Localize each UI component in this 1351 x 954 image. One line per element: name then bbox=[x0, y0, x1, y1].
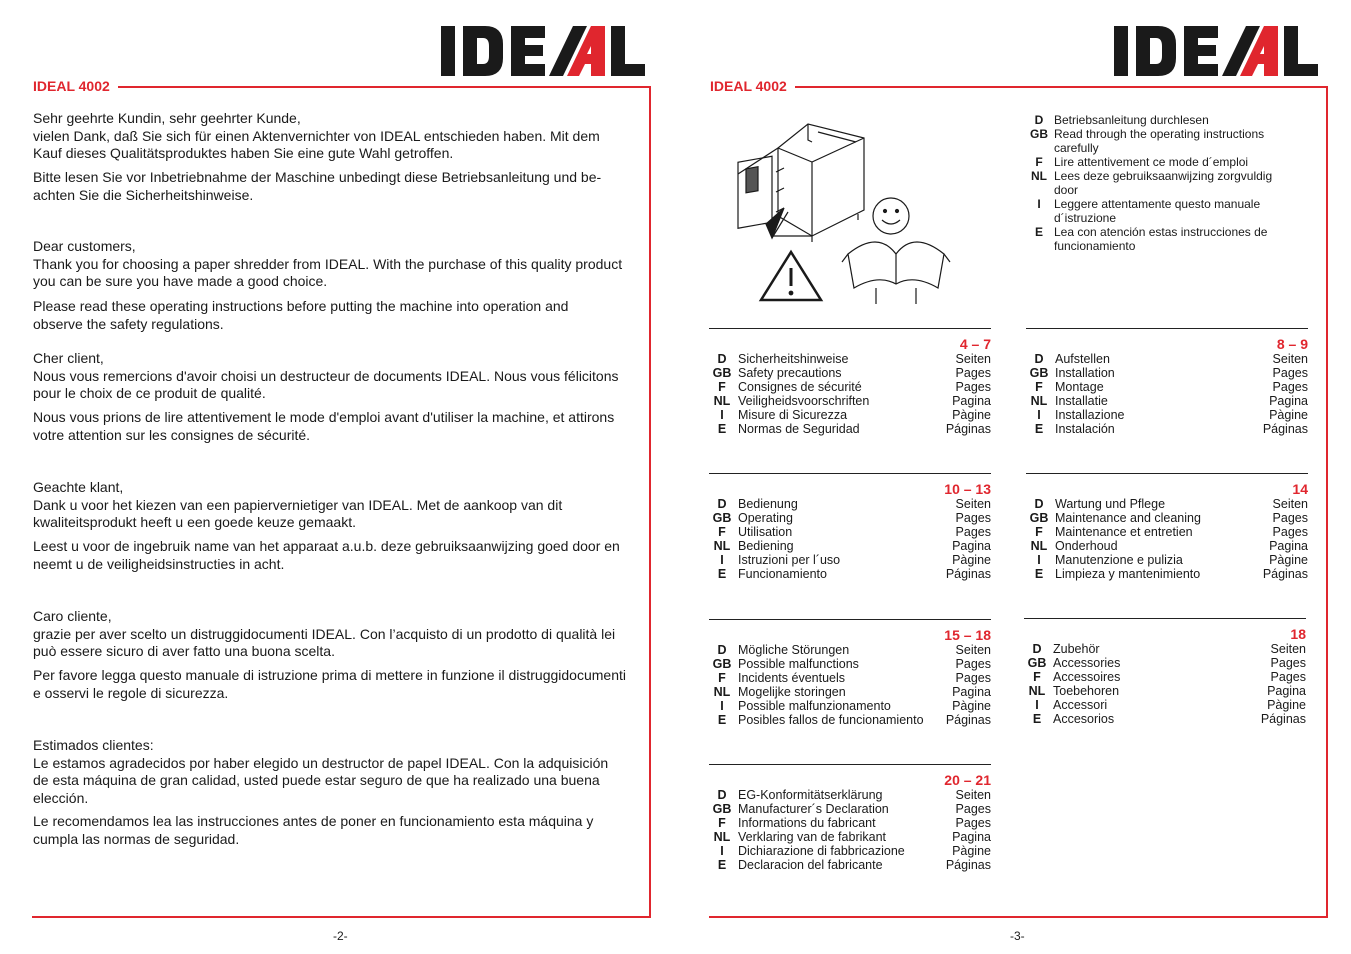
intro-paragraph bbox=[33, 350, 619, 403]
language-code: D bbox=[1032, 642, 1042, 656]
section-title: Accessories bbox=[1053, 656, 1121, 670]
read-instructions-line: carefully bbox=[1054, 141, 1099, 155]
pages-word: Pàgine bbox=[1269, 408, 1308, 422]
language-code: E bbox=[1034, 225, 1043, 239]
language-code: E bbox=[717, 567, 727, 581]
read-instructions-list bbox=[1024, 113, 1294, 253]
section-title: Montage bbox=[1055, 380, 1104, 394]
intro-line: Bitte lesen Sie vor Inbetriebnahme der Maschine unbedingt diese Betriebsanleitung und be- bbox=[33, 169, 602, 185]
section-title: Maintenance and cleaning bbox=[1055, 511, 1201, 525]
language-code: GB bbox=[712, 657, 732, 671]
pages-word: Pages bbox=[1272, 525, 1308, 539]
section-divider bbox=[1024, 618, 1306, 619]
section-row bbox=[709, 816, 991, 830]
section-row bbox=[1026, 567, 1308, 581]
section-row bbox=[1024, 712, 1306, 726]
section-title: Manufacturer´s Declaration bbox=[738, 802, 889, 816]
section-page-range: 20 – 21 bbox=[944, 772, 991, 788]
pages-word: Seiten bbox=[1272, 497, 1308, 511]
read-instructions-text bbox=[1054, 225, 1294, 253]
section-row bbox=[709, 671, 991, 685]
section-title: Funcionamiento bbox=[738, 567, 827, 581]
section-row bbox=[709, 699, 991, 713]
language-code: NL bbox=[713, 685, 731, 699]
intro-line: Cher client, bbox=[33, 350, 104, 366]
intro-paragraph bbox=[33, 608, 615, 661]
intro-line: elección. bbox=[33, 789, 89, 806]
intro-line: e osservi le regole di sicurezza. bbox=[33, 684, 229, 701]
section-row bbox=[1026, 511, 1308, 525]
pages-word: Pages bbox=[1270, 656, 1306, 670]
section-row bbox=[1024, 684, 1306, 698]
section-row bbox=[1024, 642, 1306, 656]
section-divider bbox=[1026, 473, 1308, 474]
intro-line: Sehr geehrte Kundin, sehr geehrter Kunde, bbox=[33, 110, 301, 126]
section-title: Onderhoud bbox=[1055, 539, 1118, 553]
section-row bbox=[709, 394, 991, 408]
pages-word: Pàgine bbox=[952, 844, 991, 858]
section-title: Mogelijke storingen bbox=[738, 685, 846, 699]
read-instructions-text bbox=[1054, 169, 1294, 197]
section-row bbox=[709, 657, 991, 671]
pages-word: Pàgine bbox=[1267, 698, 1306, 712]
read-manual-illustration bbox=[728, 112, 958, 313]
intro-line: cumpla las normas de seguridad. bbox=[33, 830, 240, 847]
pages-word: Seiten bbox=[955, 352, 991, 366]
read-instructions-item bbox=[1024, 225, 1294, 253]
intro-line: votre attention sur les consignes de sécurité. bbox=[33, 426, 311, 443]
section-row bbox=[1026, 497, 1308, 511]
section-title: Incidents éventuels bbox=[738, 671, 846, 685]
section-row bbox=[709, 408, 991, 422]
read-instructions-item bbox=[1024, 113, 1294, 127]
pages-word: Pages bbox=[1270, 670, 1306, 684]
section-title: Veiligheidsvoorschriften bbox=[738, 394, 870, 408]
pages-word: Pagina bbox=[952, 830, 991, 844]
contents-section bbox=[1026, 328, 1308, 436]
language-code: NL bbox=[1030, 539, 1048, 553]
language-code: E bbox=[717, 858, 727, 872]
section-row bbox=[1026, 366, 1308, 380]
language-code: I bbox=[1037, 408, 1041, 422]
section-row bbox=[709, 380, 991, 394]
section-title: Operating bbox=[738, 511, 793, 525]
read-instructions-line: Betriebsanleitung durchlesen bbox=[1054, 113, 1209, 127]
language-code: D bbox=[1034, 497, 1044, 511]
read-instructions-line: Lire attentivement ce mode d´emploi bbox=[1054, 155, 1249, 169]
read-instructions-line: Leggere attentamente questo manuale bbox=[1054, 197, 1261, 211]
intro-line: Estimados clientes: bbox=[33, 737, 154, 753]
intro-line: Le recomendamos lea las instrucciones antes de poner en funcionamiento esta máquina y bbox=[33, 813, 594, 829]
section-divider bbox=[709, 619, 991, 620]
read-instructions-line: door bbox=[1054, 183, 1079, 197]
section-row bbox=[709, 802, 991, 816]
language-code: I bbox=[1035, 698, 1039, 712]
intro-line: de esta máquina de gran calidad, usted puede estar seguro de que ha realizado una buena bbox=[33, 772, 600, 788]
section-divider bbox=[1026, 328, 1308, 329]
section-row bbox=[709, 844, 991, 858]
read-instructions-text bbox=[1054, 127, 1294, 155]
intro-line: Please read these operating instructions before putting the machine into operation and bbox=[33, 298, 569, 314]
section-title: Normas de Seguridad bbox=[738, 422, 860, 436]
section-page-range: 15 – 18 bbox=[944, 627, 991, 643]
intro-line: grazie per aver scelto un distruggidocumenti IDEAL. Con l’acquisto di un prodotto di qualità lei bbox=[33, 625, 616, 642]
intro-line: Nous vous remercions d'avoir choisi un destructeur de documents IDEAL. Nous vous félicitons bbox=[33, 367, 619, 384]
language-code: F bbox=[1035, 525, 1043, 539]
intro-line: può essere sicuro di aver fatto una buona scelta. bbox=[33, 643, 335, 659]
read-instructions-line: Lees deze gebruiksaanwijzing zorgvuldig bbox=[1054, 169, 1273, 183]
section-title: Zubehör bbox=[1053, 642, 1100, 656]
intro-paragraph bbox=[33, 409, 614, 444]
intro-line: you can be sure you have made a good choice. bbox=[33, 273, 328, 289]
header-rule-right bbox=[795, 86, 1328, 88]
read-instructions-item bbox=[1024, 169, 1294, 197]
language-code: F bbox=[718, 671, 726, 685]
intro-line: pour le choix de ce produit de qualité. bbox=[33, 385, 266, 401]
pages-word: Pages bbox=[955, 525, 991, 539]
section-title: Bedienung bbox=[738, 497, 798, 511]
section-title: Accesorios bbox=[1053, 712, 1115, 726]
section-divider bbox=[709, 764, 991, 765]
section-row bbox=[1026, 394, 1308, 408]
intro-paragraph bbox=[33, 737, 608, 807]
intro-line: Dank u voor het kiezen van een papiervernietiger van IDEAL. Met de aankoop van dit bbox=[33, 496, 563, 513]
pages-word: Pages bbox=[955, 816, 991, 830]
section-row bbox=[709, 366, 991, 380]
section-row bbox=[709, 539, 991, 553]
intro-line: Geachte klant, bbox=[33, 479, 124, 495]
pages-word: Pagina bbox=[952, 394, 991, 408]
section-row bbox=[1024, 670, 1306, 684]
pages-word: Pages bbox=[1272, 511, 1308, 525]
contents-section bbox=[1026, 473, 1308, 581]
section-row bbox=[709, 553, 991, 567]
side-rule-right bbox=[1326, 86, 1328, 918]
language-code: GB bbox=[712, 366, 732, 380]
pages-word: Pagina bbox=[1267, 684, 1306, 698]
language-code: F bbox=[1033, 670, 1041, 684]
language-code: E bbox=[717, 422, 727, 436]
read-instructions-item bbox=[1024, 197, 1294, 225]
language-code: F bbox=[1035, 380, 1043, 394]
section-row bbox=[709, 788, 991, 802]
side-rule-left bbox=[649, 86, 651, 918]
language-code: I bbox=[720, 844, 724, 858]
language-code: D bbox=[717, 352, 727, 366]
section-row bbox=[1024, 656, 1306, 670]
model-title-left: IDEAL 4002 bbox=[33, 78, 110, 94]
language-code: I bbox=[720, 553, 724, 567]
section-title: EG-Konformitätserklärung bbox=[738, 788, 883, 802]
pages-word: Páginas bbox=[1260, 712, 1306, 726]
intro-line: Dear customers, bbox=[33, 238, 136, 254]
section-row bbox=[709, 567, 991, 581]
read-instructions-item bbox=[1024, 127, 1294, 155]
section-row bbox=[1026, 352, 1308, 366]
language-code: I bbox=[720, 408, 724, 422]
intro-line: Le estamos agradecidos por haber elegido un destructor de papel IDEAL. Con la adquisición bbox=[33, 754, 609, 771]
section-title: Toebehoren bbox=[1053, 684, 1120, 698]
section-row bbox=[709, 830, 991, 844]
contents-section bbox=[709, 328, 991, 436]
pages-word: Páginas bbox=[1262, 422, 1308, 436]
section-title: Limpieza y mantenimiento bbox=[1055, 567, 1201, 581]
pages-word: Seiten bbox=[955, 643, 991, 657]
section-page-range: 8 – 9 bbox=[1276, 336, 1308, 352]
pages-word: Pàgine bbox=[1269, 553, 1308, 567]
section-row bbox=[1026, 408, 1308, 422]
pages-word: Páginas bbox=[945, 422, 991, 436]
section-title: Misure di Sicurezza bbox=[738, 408, 848, 422]
language-code: E bbox=[717, 713, 727, 727]
intro-paragraph bbox=[33, 667, 626, 702]
intro-line: Leest u voor de ingebruik name van het apparaat a.u.b. deze gebruiksaanwijzing goed door en bbox=[33, 538, 620, 554]
section-title: Accessori bbox=[1053, 698, 1108, 712]
bottom-rule-right bbox=[709, 916, 1328, 918]
header-rule-left bbox=[118, 86, 651, 88]
language-code: E bbox=[1034, 422, 1044, 436]
intro-paragraph bbox=[33, 298, 568, 333]
pages-word: Seiten bbox=[1270, 642, 1306, 656]
pages-word: Pages bbox=[955, 511, 991, 525]
intro-line: vielen Dank, daß Sie sich für einen Aktenvernichter von IDEAL entschieden haben. Mit dem bbox=[33, 127, 600, 144]
contents-section bbox=[709, 619, 991, 727]
intro-line: achten Sie die Sicherheitshinweise. bbox=[33, 186, 254, 203]
pages-word: Pàgine bbox=[952, 408, 991, 422]
read-instructions-text bbox=[1054, 197, 1294, 225]
language-code: D bbox=[1034, 113, 1044, 127]
language-code: NL bbox=[713, 830, 731, 844]
pages-word: Páginas bbox=[945, 567, 991, 581]
language-code: E bbox=[1032, 712, 1042, 726]
section-title: Manutenzione e pulizia bbox=[1055, 553, 1183, 567]
pages-word: Pàgine bbox=[952, 553, 991, 567]
language-code: GB bbox=[1029, 511, 1049, 525]
section-title: Bediening bbox=[738, 539, 794, 553]
section-page-range: 4 – 7 bbox=[959, 336, 991, 352]
language-code: NL bbox=[713, 539, 731, 553]
section-row bbox=[1026, 380, 1308, 394]
intro-paragraph bbox=[33, 538, 620, 573]
section-title: Maintenance et entretien bbox=[1055, 525, 1193, 539]
pages-word: Pagina bbox=[952, 539, 991, 553]
intro-line: Nous vous prions de lire attentivement le mode d'emploi avant d'utiliser la machine, et attirons bbox=[33, 409, 615, 425]
section-title: Aufstellen bbox=[1055, 352, 1110, 366]
section-title: Safety precautions bbox=[738, 366, 842, 380]
language-code: GB bbox=[712, 802, 732, 816]
language-code: I bbox=[1037, 553, 1041, 567]
language-code: GB bbox=[1029, 366, 1049, 380]
section-title: Installazione bbox=[1055, 408, 1125, 422]
pages-word: Páginas bbox=[1262, 567, 1308, 581]
section-page-range: 18 bbox=[1290, 626, 1306, 642]
intro-line: observe the safety regulations. bbox=[33, 315, 224, 332]
pages-word: Seiten bbox=[955, 497, 991, 511]
section-title: Dichiarazione di fabbricazione bbox=[738, 844, 905, 858]
section-title: Accessoires bbox=[1053, 670, 1121, 684]
language-code: D bbox=[717, 643, 727, 657]
section-row bbox=[709, 422, 991, 436]
read-instructions-item bbox=[1024, 155, 1294, 169]
section-row bbox=[709, 713, 991, 727]
pages-word: Pagina bbox=[952, 685, 991, 699]
section-title: Installation bbox=[1055, 366, 1115, 380]
read-instructions-line: d´istruzione bbox=[1054, 211, 1117, 225]
pages-word: Pages bbox=[1272, 366, 1308, 380]
contents-section bbox=[1024, 618, 1306, 726]
pages-word: Seiten bbox=[1272, 352, 1308, 366]
intro-line: kwaliteitsprodukt heeft u een goede keuze gemaakt. bbox=[33, 514, 356, 530]
pages-word: Pagina bbox=[1269, 539, 1308, 553]
section-title: Possible malfunctions bbox=[738, 657, 859, 671]
language-code: F bbox=[1035, 155, 1043, 169]
section-row bbox=[1026, 539, 1308, 553]
read-instructions-text bbox=[1054, 155, 1294, 169]
language-code: I bbox=[720, 699, 724, 713]
section-title: Consignes de sécurité bbox=[738, 380, 862, 394]
bottom-rule-left bbox=[32, 916, 651, 918]
section-row bbox=[709, 352, 991, 366]
section-row bbox=[709, 525, 991, 539]
language-code: F bbox=[718, 525, 726, 539]
intro-paragraph bbox=[33, 110, 600, 163]
section-title: Mögliche Störungen bbox=[738, 643, 850, 657]
language-code: GB bbox=[712, 511, 732, 525]
section-title: Utilisation bbox=[738, 525, 793, 539]
section-row bbox=[709, 858, 991, 872]
model-title-right: IDEAL 4002 bbox=[710, 78, 787, 94]
pages-word: Pàgine bbox=[952, 699, 991, 713]
section-divider bbox=[709, 473, 991, 474]
language-code: GB bbox=[1030, 127, 1048, 141]
pages-word: Pages bbox=[955, 366, 991, 380]
language-code: I bbox=[1037, 197, 1041, 211]
language-code: GB bbox=[1027, 656, 1047, 670]
section-title: Instalación bbox=[1055, 422, 1115, 436]
read-instructions-line: Read through the operating instructions bbox=[1054, 127, 1265, 141]
intro-paragraph bbox=[33, 238, 622, 291]
page-number-right: -3- bbox=[1010, 929, 1025, 943]
page-number-left: -2- bbox=[333, 929, 348, 943]
intro-line: Caro cliente, bbox=[33, 608, 112, 624]
section-title: Istruzioni per l´uso bbox=[738, 553, 841, 567]
language-code: NL bbox=[1031, 169, 1047, 183]
intro-paragraph bbox=[33, 813, 593, 848]
section-row bbox=[709, 643, 991, 657]
section-row bbox=[709, 511, 991, 525]
section-title: Posibles fallos de funcionamiento bbox=[738, 713, 924, 727]
section-row bbox=[1026, 525, 1308, 539]
pages-word: Pages bbox=[1272, 380, 1308, 394]
language-code: D bbox=[717, 788, 727, 802]
contents-section bbox=[709, 764, 991, 872]
intro-paragraph bbox=[33, 479, 562, 532]
pages-word: Pages bbox=[955, 802, 991, 816]
section-page-range: 14 bbox=[1292, 481, 1308, 497]
section-title: Sicherheitshinweise bbox=[738, 352, 849, 366]
language-code: NL bbox=[1028, 684, 1046, 698]
pages-word: Seiten bbox=[955, 788, 991, 802]
section-title: Possible malfunzionamento bbox=[738, 699, 891, 713]
section-title: Declaracion del fabricante bbox=[738, 858, 883, 872]
language-code: E bbox=[1034, 567, 1044, 581]
section-title: Wartung und Pflege bbox=[1055, 497, 1166, 511]
section-title: Verklaring van de fabrikant bbox=[738, 830, 887, 844]
read-instructions-line: funcionamiento bbox=[1054, 239, 1136, 253]
pages-word: Pages bbox=[955, 657, 991, 671]
section-page-range: 10 – 13 bbox=[944, 481, 991, 497]
section-title: Installatie bbox=[1055, 394, 1108, 408]
pages-word: Pagina bbox=[1269, 394, 1308, 408]
section-row bbox=[709, 685, 991, 699]
language-code: D bbox=[717, 497, 727, 511]
pages-word: Páginas bbox=[945, 858, 991, 872]
language-code: F bbox=[718, 380, 726, 394]
section-row bbox=[1026, 553, 1308, 567]
language-code: NL bbox=[713, 394, 731, 408]
section-row bbox=[709, 497, 991, 511]
pages-word: Pages bbox=[955, 380, 991, 394]
section-row bbox=[1024, 698, 1306, 712]
section-row bbox=[1026, 422, 1308, 436]
intro-line: Per favore legga questo manuale di istruzione prima di mettere in funzione il distruggidocumenti bbox=[33, 667, 626, 683]
contents-section bbox=[709, 473, 991, 581]
read-instructions-text bbox=[1054, 113, 1294, 127]
language-code: D bbox=[1034, 352, 1044, 366]
intro-line: neemt u de veiligheidsinstructies in acht. bbox=[33, 555, 285, 572]
pages-word: Pages bbox=[955, 671, 991, 685]
intro-paragraph bbox=[33, 169, 601, 204]
ideal-logo-left bbox=[441, 24, 647, 78]
intro-line: Kauf dieses Qualitätsproduktes haben Sie eine gute Wahl getroffen. bbox=[33, 145, 454, 161]
intro-line: Thank you for choosing a paper shredder from IDEAL. With the purchase of this quality product bbox=[33, 255, 623, 272]
section-title: Informations du fabricant bbox=[738, 816, 876, 830]
language-code: NL bbox=[1030, 394, 1048, 408]
read-instructions-line: Lea con atención estas instrucciones de bbox=[1054, 225, 1268, 239]
section-divider bbox=[709, 328, 991, 329]
pages-word: Páginas bbox=[945, 713, 991, 727]
language-code: F bbox=[718, 816, 726, 830]
ideal-logo-right bbox=[1114, 24, 1320, 78]
